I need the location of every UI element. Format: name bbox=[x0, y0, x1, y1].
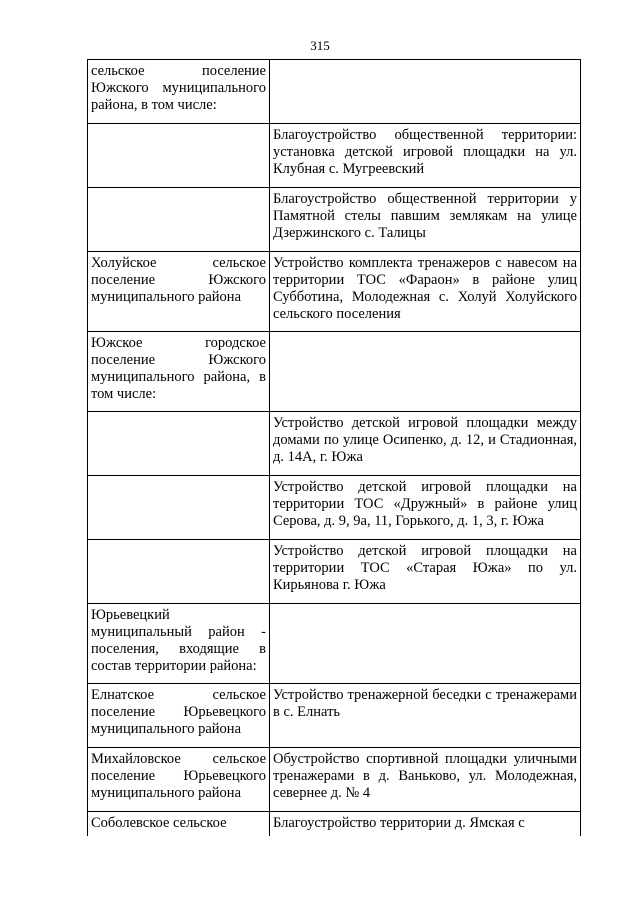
project-cell bbox=[270, 60, 581, 124]
table-row bbox=[88, 60, 581, 124]
settlement-cell bbox=[88, 124, 270, 188]
projects-table bbox=[87, 59, 581, 836]
settlement-cell bbox=[88, 332, 270, 412]
settlement-cell bbox=[88, 540, 270, 604]
settlement-cell bbox=[88, 604, 270, 684]
project-cell bbox=[270, 604, 581, 684]
table-row bbox=[88, 188, 581, 252]
table-row bbox=[88, 476, 581, 540]
project-text: Благоустройство территории д. Ямская с bbox=[273, 815, 525, 831]
page-number: 315 bbox=[310, 38, 330, 53]
project-cell bbox=[270, 684, 581, 748]
project-cell bbox=[270, 812, 581, 837]
settlement-cell bbox=[88, 252, 270, 332]
project-cell bbox=[270, 188, 581, 252]
project-text: Благоустройство общественной территории у Памятной стелы павшим землякам на улице Дзержинского с. Талицы bbox=[273, 191, 577, 241]
settlement-cell bbox=[88, 412, 270, 476]
project-text: Устройство детской игровой площадки между домами по улице Осипенко, д. 12, и Стадионная, д. 14А, г. Южа bbox=[273, 415, 577, 465]
project-text: Благоустройство общественной территории: установка детской игровой площадки на ул. Клубная с. Мугреевский bbox=[273, 127, 577, 177]
project-text: Устройство тренажерной беседки с тренажерами в с. Елнать bbox=[273, 687, 577, 720]
table-row bbox=[88, 748, 581, 812]
project-cell bbox=[270, 412, 581, 476]
table-row bbox=[88, 684, 581, 748]
table-row bbox=[88, 412, 581, 476]
settlement-cell bbox=[88, 684, 270, 748]
table-row bbox=[88, 540, 581, 604]
settlement-text: сельское поселение Южского муниципального района, в том числе: bbox=[91, 63, 266, 113]
settlement-cell bbox=[88, 188, 270, 252]
project-cell bbox=[270, 252, 581, 332]
settlement-text: Соболевское сельское bbox=[91, 815, 227, 831]
table-row bbox=[88, 812, 581, 837]
project-cell bbox=[270, 332, 581, 412]
settlement-text: Михайловское сельское поселение Юрьевецкого муниципального района bbox=[91, 751, 266, 801]
project-cell bbox=[270, 124, 581, 188]
settlement-cell bbox=[88, 748, 270, 812]
settlement-text: Южское городское поселение Южского муниципального района, в том числе: bbox=[91, 335, 266, 402]
project-cell bbox=[270, 476, 581, 540]
settlement-text: Елнатское сельское поселение Юрьевецкого муниципального района bbox=[91, 687, 266, 737]
table-row bbox=[88, 604, 581, 684]
settlement-cell bbox=[88, 812, 270, 837]
table-row bbox=[88, 252, 581, 332]
settlement-text: Холуйское сельское поселение Южского муниципального района bbox=[91, 255, 266, 305]
settlement-text: Юрьевецкий муниципальный район - поселения, входящие в состав территории района: bbox=[91, 607, 266, 674]
project-text: Устройство детской игровой площадки на территории ТОС «Дружный» в районе улиц Серова, д. 9, 9а, 11, Горького, д. 1, 3, г. Южа bbox=[273, 479, 577, 529]
settlement-cell bbox=[88, 60, 270, 124]
project-cell bbox=[270, 540, 581, 604]
project-text: Устройство комплекта тренажеров с навесом на территории ТОС «Фараон» в районе улиц Субботина, Молодежная с. Холуй Холуйского сельского поселения bbox=[273, 255, 577, 322]
table-row bbox=[88, 124, 581, 188]
project-text: Устройство детской игровой площадки на территории ТОС «Старая Южа» по ул. Кирьянова г. Южа bbox=[273, 543, 577, 593]
project-text: Обустройство спортивной площадки уличными тренажерами в д. Ваньково, ул. Молодежная, севернее д. № 4 bbox=[273, 751, 577, 801]
project-cell bbox=[270, 748, 581, 812]
table-row bbox=[88, 332, 581, 412]
settlement-cell bbox=[88, 476, 270, 540]
